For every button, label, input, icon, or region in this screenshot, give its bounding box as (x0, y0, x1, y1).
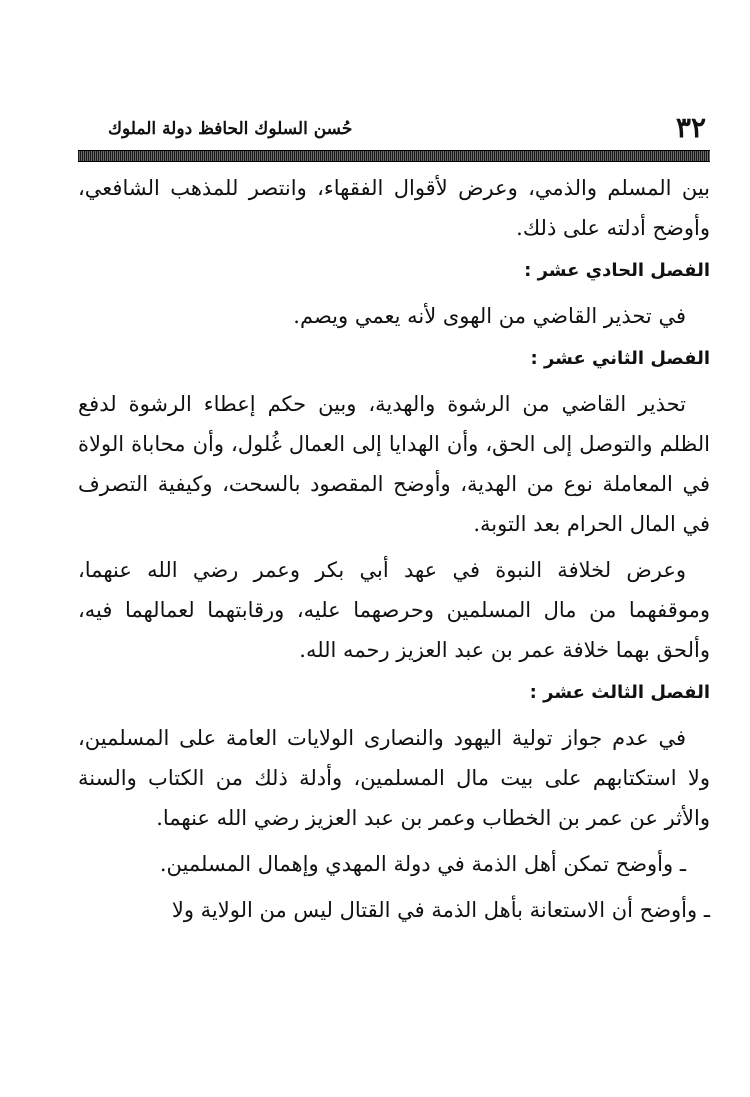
chapter-heading-13: الفصل الثالث عشر : (529, 682, 710, 703)
page-number: ٣٢ (675, 111, 706, 144)
body-text (78, 168, 710, 930)
book-page (78, 0, 710, 1097)
header-rule (78, 150, 710, 162)
paragraph: في تحذير القاضي من الهوى لأنه يعمي ويصم. (293, 304, 686, 328)
paragraph: في عدم جواز تولية اليهود والنصارى الولايات العامة على المسلمين، ولا استكتابهم على بيت مال المسلمين، وأدلة ذلك من الكتاب والسنة والأثر عن عمر بن الخطاب وعمر بن عبد العزيز رضي الله عنهما. (78, 726, 710, 830)
chapter-heading-11: الفصل الحادي عشر : (524, 260, 710, 281)
paragraph: بين المسلم والذمي، وعرض لأقوال الفقهاء، وانتصر للمذهب الشافعي، وأوضح أدلته على ذلك. (78, 176, 710, 240)
paragraph: تحذير القاضي من الرشوة والهدية، وبين حكم إعطاء الرشوة لدفع الظلم والتوصل إلى الحق، وأن الهدايا إلى العمال غُلول، وأن محاباة الولاة في المعاملة نوع من الهدية، وأوضح المقصود بالسحت، وكيفية التصرف في المال الحرام بعد التوبة. (78, 392, 710, 536)
paragraph: وعرض لخلافة النبوة في عهد أبي بكر وعمر رضي الله عنهما، وموقفهما من مال المسلمين وحرصهما عليه، ورقابتهما لعمالهما فيه، وألحق بهما خلافة عمر بن عبد العزيز رحمه الله. (78, 558, 710, 662)
list-item: ـ وأوضح تمكن أهل الذمة في دولة المهدي وإهمال المسلمين. (159, 852, 686, 876)
running-title: حُسن السلوك الحافظ دولة الملوك (108, 119, 353, 139)
chapter-heading-12: الفصل الثاني عشر : (530, 348, 710, 369)
list-item: ـ وأوضح أن الاستعانة بأهل الذمة في القتال ليس من الولاية ولا (171, 898, 710, 922)
running-header (78, 112, 710, 144)
